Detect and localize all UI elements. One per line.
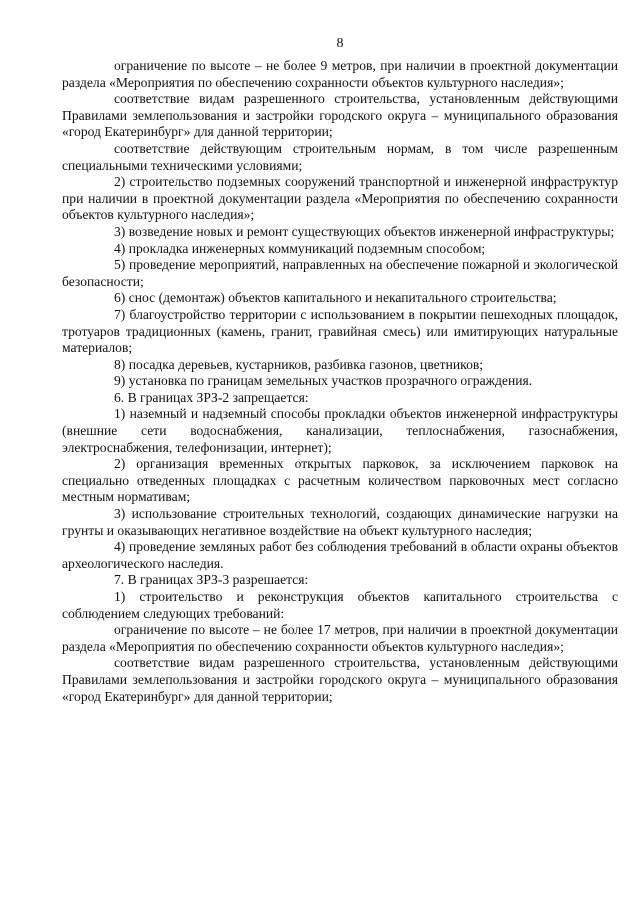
paragraph: 1) наземный и надземный способы прокладки объектов инженерной инфраструктуры (внешние сети водоснабжения, канализации, теплоснабжения, газоснабжения, электроснабжения, телефонизации, интернет); bbox=[62, 406, 618, 455]
paragraph: ограничение по высоте – не более 9 метров, при наличии в проектной документации раздела «Мероприятия по обеспечению сохранности объектов культурного наследия»; bbox=[62, 58, 618, 90]
paragraph: 3) использование строительных технологий, создающих динамические нагрузки на грунты и оказывающих негативное воздействие на объект культурного наследия; bbox=[62, 506, 618, 538]
paragraph: ограничение по высоте – не более 17 метров, при наличии в проектной документации раздела «Мероприятия по обеспечению сохранности объектов культурного наследия»; bbox=[62, 622, 618, 654]
page-number: 8 bbox=[336, 36, 344, 51]
paragraph: 3) возведение новых и ремонт существующих объектов инженерной инфраструктуры; bbox=[114, 223, 615, 239]
paragraph: 2) организация временных открытых парковок, за исключением парковок на специально отведенных площадках с расчетным количеством парковочных мест согласно местным нормативам; bbox=[62, 456, 618, 505]
paragraph: соответствие видам разрешенного строительства, установленным действующими Правилами землепользования и застройки городского округа – муниципального образования «город Екатеринбург» для данной территории; bbox=[62, 91, 618, 140]
section-heading: 6. В границах ЗРЗ-2 запрещается: bbox=[114, 389, 309, 405]
paragraph: 1) строительство и реконструкция объектов капитального строительства с соблюдением следующих требований: bbox=[62, 589, 618, 621]
paragraph: соответствие действующим строительным нормам, в том числе разрешенным специальными техническими условиями; bbox=[62, 140, 618, 173]
paragraph: 4) проведение земляных работ без соблюдения требований в области охраны объектов археологического наследия. bbox=[62, 539, 618, 571]
paragraph: 6) снос (демонтаж) объектов капитального и некапитального строительства; bbox=[114, 290, 557, 306]
paragraph: соответствие видам разрешенного строительства, установленным действующими Правилами землепользования и застройки городского округа – муниципального образования «город Екатеринбург» для данной территории; bbox=[62, 655, 618, 704]
section-heading: 7. В границах ЗРЗ-3 разрешается: bbox=[114, 572, 309, 588]
paragraph: 7) благоустройство территории с использованием в покрытии пешеходных площадок, тротуаров традиционных (камень, гранит, гравийная смесь) или имитирующих натуральные материалов; bbox=[62, 306, 618, 356]
paragraph: 5) проведение мероприятий, направленных на обеспечение пожарной и экологической безопасности; bbox=[62, 257, 618, 289]
paragraph: 2) строительство подземных сооружений транспортной и инженерной инфраструктур при наличии в проектной документации раздела «Мероприятия по обеспечению сохранности объектов культурного наследия»; bbox=[62, 174, 618, 223]
paragraph: 9) установка по границам земельных участков прозрачного ограждения. bbox=[114, 373, 533, 389]
paragraph: 8) посадка деревьев, кустарников, разбивка газонов, цветников; bbox=[114, 356, 484, 372]
paragraph: 4) прокладка инженерных коммуникаций подземным способом; bbox=[114, 240, 486, 256]
